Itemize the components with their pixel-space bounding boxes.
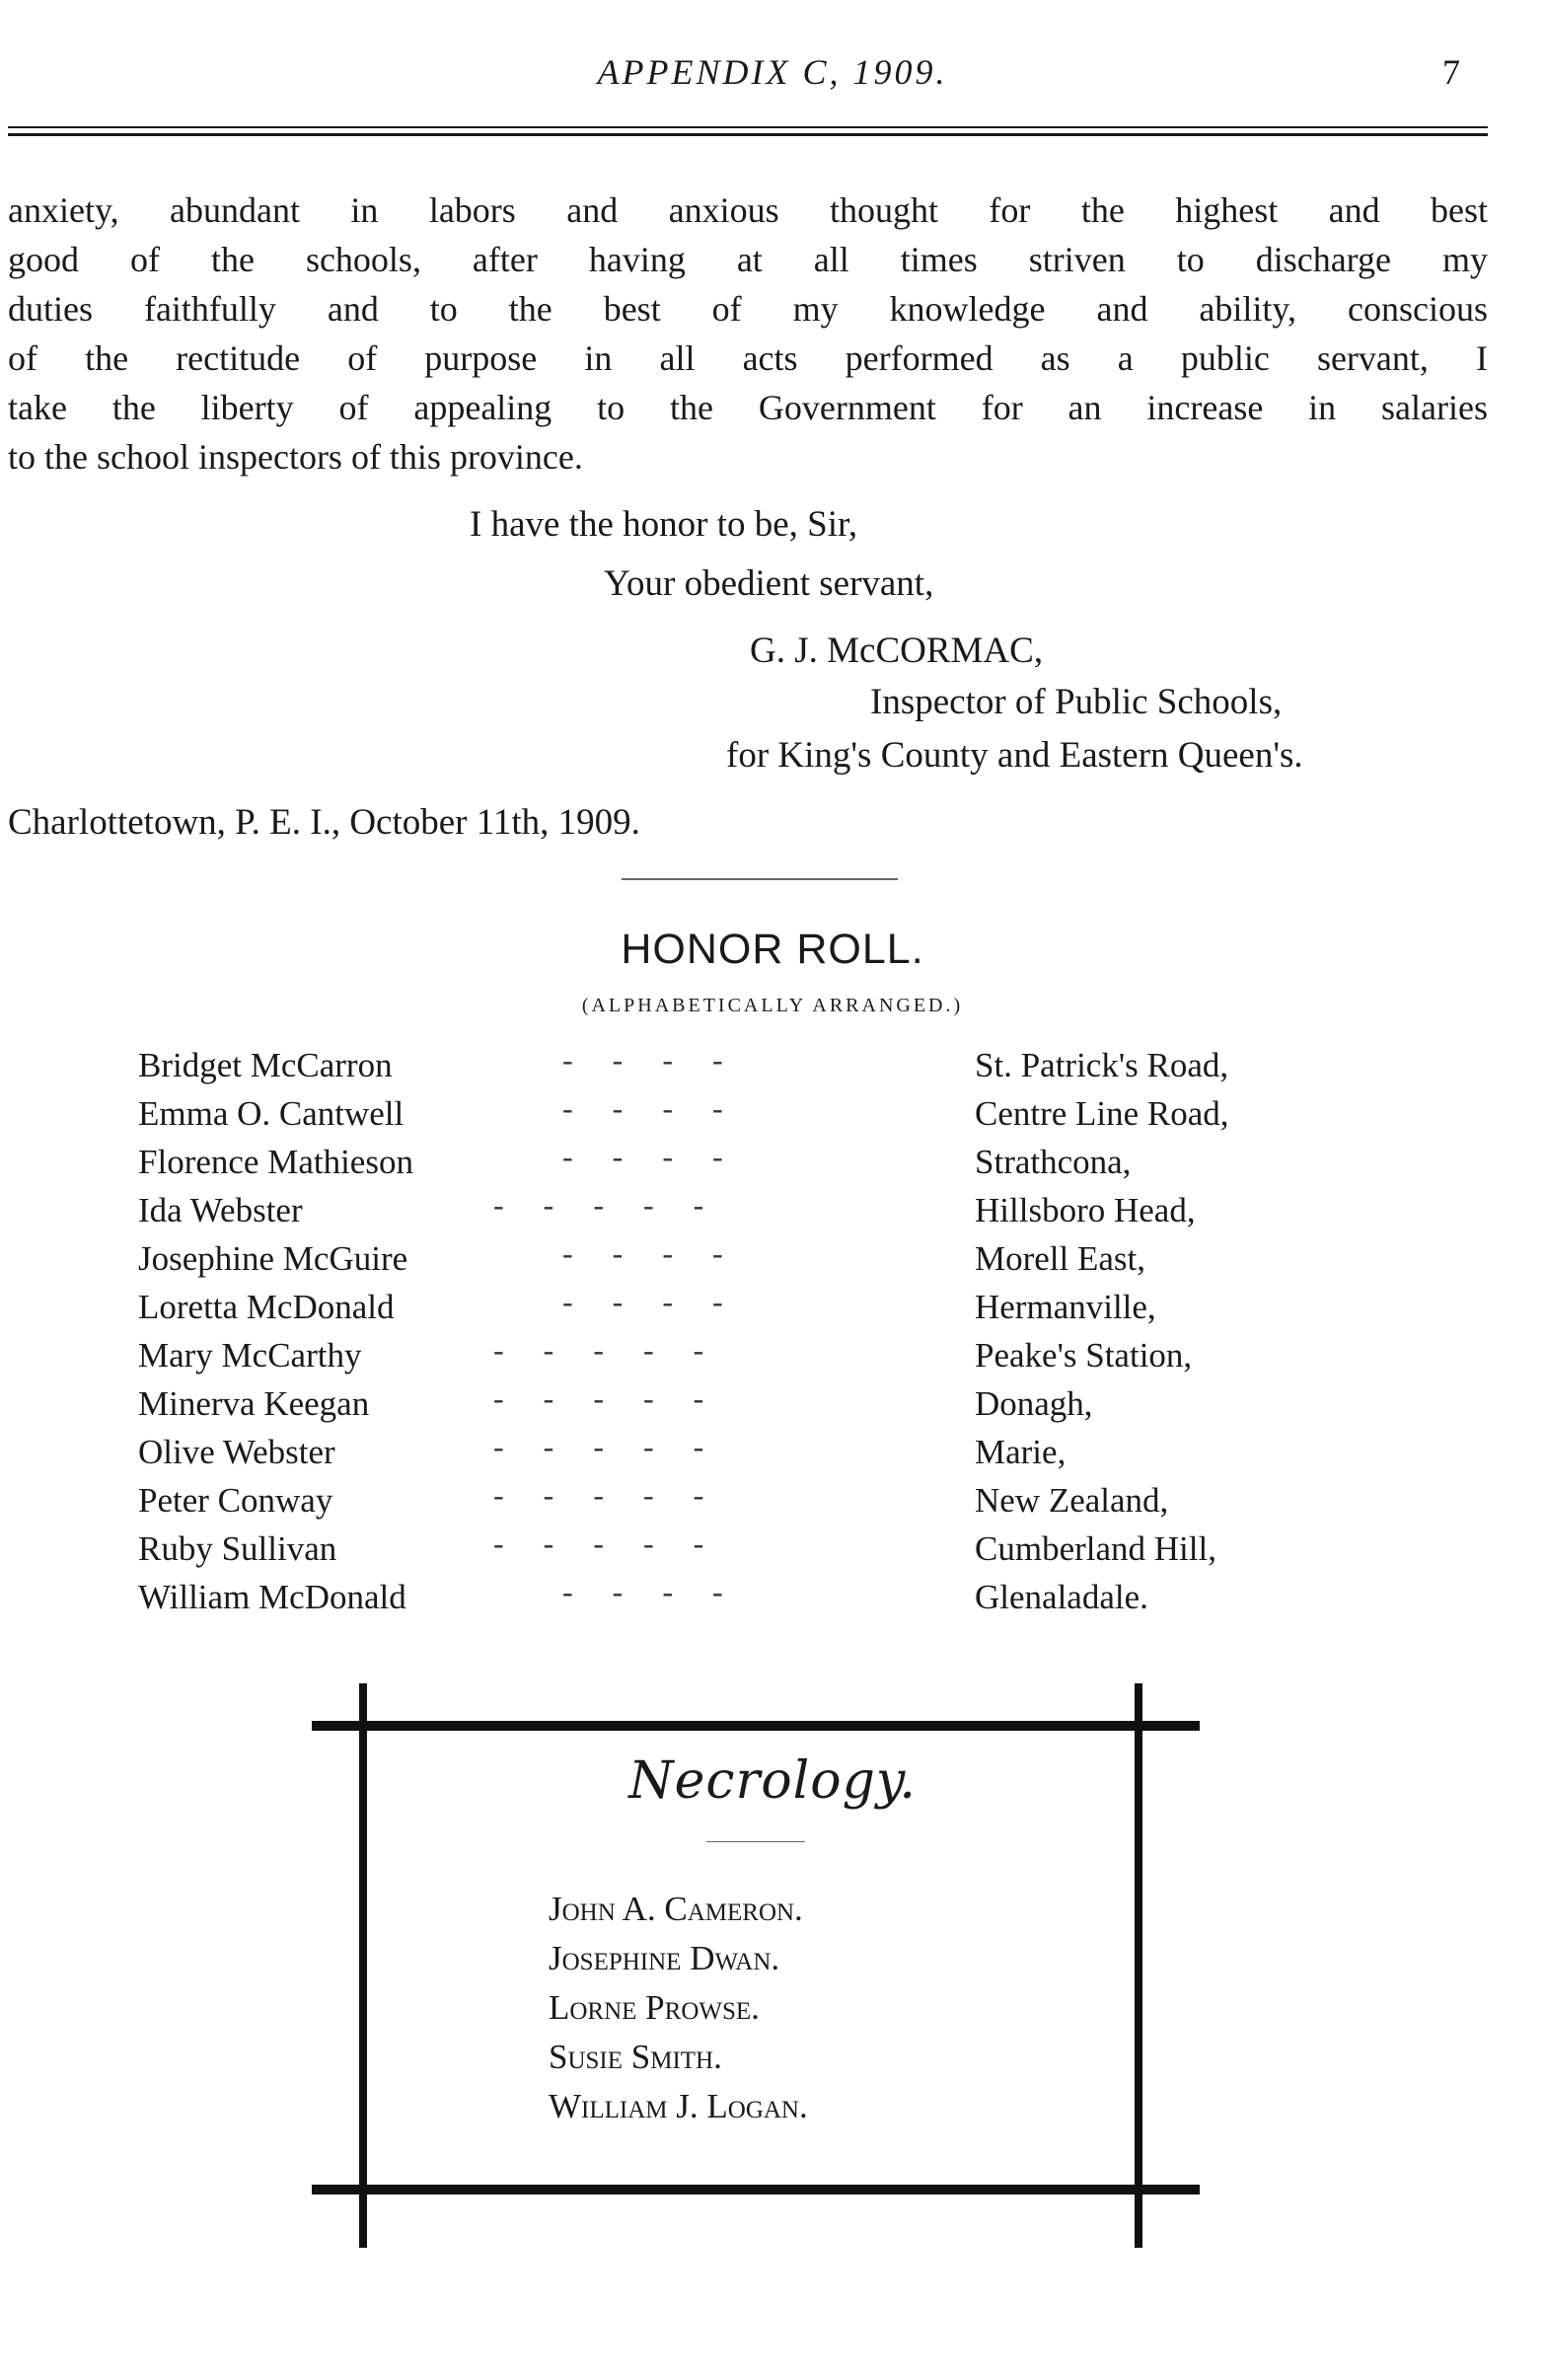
student-name: Olive Webster xyxy=(138,1433,335,1471)
list-item xyxy=(138,1574,1371,1626)
section-divider xyxy=(622,878,898,880)
student-name: Florence Mathieson xyxy=(138,1143,413,1181)
student-place: Marie, xyxy=(975,1433,1067,1471)
leader-dashes: - - - - xyxy=(562,1042,723,1078)
student-name: Bridget McCarron xyxy=(138,1046,393,1084)
leader-dashes: - - - - xyxy=(562,1090,723,1126)
student-place: Morell East, xyxy=(975,1239,1146,1278)
list-item xyxy=(138,1332,1371,1384)
paragraph-line: take the liberty of appealing to the Government for an increase in salaries xyxy=(8,388,1488,427)
list-item xyxy=(138,1429,1371,1481)
letter-valediction: Your obedient servant, xyxy=(604,563,934,604)
leader-dashes: - - - - - xyxy=(493,1429,704,1464)
paragraph-line: of the rectitude of purpose in all acts performed as a public servant, I xyxy=(8,338,1488,378)
honor-roll-title: HONOR ROLL. xyxy=(621,926,924,973)
student-place: Donagh, xyxy=(975,1384,1093,1423)
letter-closing: I have the honor to be, Sir, xyxy=(470,504,858,545)
page-number: 7 xyxy=(1442,52,1460,92)
leader-dashes: - - - - xyxy=(562,1574,723,1609)
list-item xyxy=(138,1380,1371,1433)
honor-roll-list xyxy=(138,1042,1371,1626)
student-place: St. Patrick's Road, xyxy=(975,1046,1229,1084)
paragraph-line: duties faithfully and to the best of my knowledge and ability, conscious xyxy=(8,289,1488,329)
header-rule-top xyxy=(8,126,1488,128)
letter-paragraph xyxy=(8,186,1488,482)
list-item xyxy=(138,1477,1371,1529)
paragraph-line: anxiety, abundant in labors and anxious thought for the highest and best xyxy=(8,190,1488,230)
student-name: Mary McCarthy xyxy=(138,1336,362,1375)
leader-dashes: - - - - xyxy=(562,1139,723,1174)
box-top-rule xyxy=(312,1721,1200,1731)
signature-district: for King's County and Eastern Queen's. xyxy=(726,735,1303,776)
student-place: Strathcona, xyxy=(975,1143,1132,1181)
student-name: Ida Webster xyxy=(138,1191,303,1229)
necrology-divider xyxy=(706,1841,805,1842)
student-place: Peake's Station, xyxy=(975,1336,1193,1375)
student-name: William McDonald xyxy=(138,1578,406,1616)
necrology-name: Susie Smith. xyxy=(549,2038,722,2076)
signature-name: G. J. McCORMAC, xyxy=(750,631,1044,671)
paragraph-line: to the school inspectors of this province. xyxy=(8,437,583,477)
signature-title: Inspector of Public Schools, xyxy=(870,682,1283,722)
leader-dashes: - - - - - xyxy=(493,1525,704,1561)
list-item xyxy=(138,1284,1371,1336)
student-name: Josephine McGuire xyxy=(138,1239,408,1278)
paragraph-line: good of the schools, after having at all times striven to discharge my xyxy=(8,240,1488,279)
student-place: Hillsboro Head, xyxy=(975,1191,1196,1229)
list-item xyxy=(138,1525,1371,1578)
student-place: Glenaladale. xyxy=(975,1578,1148,1616)
necrology-name: Josephine Dwan. xyxy=(549,1939,780,1977)
leader-dashes: - - - - - xyxy=(493,1477,704,1513)
student-name: Ruby Sullivan xyxy=(138,1529,337,1568)
student-name: Emma O. Cantwell xyxy=(138,1094,405,1133)
necrology-list xyxy=(549,1885,808,2131)
student-name: Loretta McDonald xyxy=(138,1288,395,1326)
necrology-name: John A. Cameron. xyxy=(549,1890,803,1928)
box-bottom-rule xyxy=(312,2185,1200,2194)
leader-dashes: - - - - - xyxy=(493,1187,704,1223)
leader-dashes: - - - - xyxy=(562,1284,723,1319)
letter-dateline: Charlottetown, P. E. I., October 11th, 1909. xyxy=(8,802,640,843)
student-place: Centre Line Road, xyxy=(975,1094,1229,1133)
student-place: Cumberland Hill, xyxy=(975,1529,1216,1568)
running-header-title: APPENDIX C, 1909. xyxy=(597,52,948,92)
leader-dashes: - - - - - xyxy=(493,1332,704,1368)
honor-roll-subtitle: (ALPHABETICALLY ARRANGED.) xyxy=(581,995,964,1016)
student-name: Peter Conway xyxy=(138,1481,333,1520)
student-place: Hermanville, xyxy=(975,1288,1156,1326)
list-item xyxy=(138,1235,1371,1288)
leader-dashes: - - - - xyxy=(562,1235,723,1271)
student-name: Minerva Keegan xyxy=(138,1384,370,1423)
necrology-name: Lorne Prowse. xyxy=(549,1988,760,2027)
student-place: New Zealand, xyxy=(975,1481,1169,1520)
header-rule-bottom xyxy=(8,133,1488,136)
necrology-title: Necrology. xyxy=(628,1751,917,1811)
list-item xyxy=(138,1090,1371,1143)
list-item xyxy=(138,1139,1371,1191)
leader-dashes: - - - - - xyxy=(493,1380,704,1416)
necrology-name: William J. Logan. xyxy=(549,2087,808,2125)
list-item xyxy=(138,1042,1371,1094)
list-item xyxy=(138,1187,1371,1239)
